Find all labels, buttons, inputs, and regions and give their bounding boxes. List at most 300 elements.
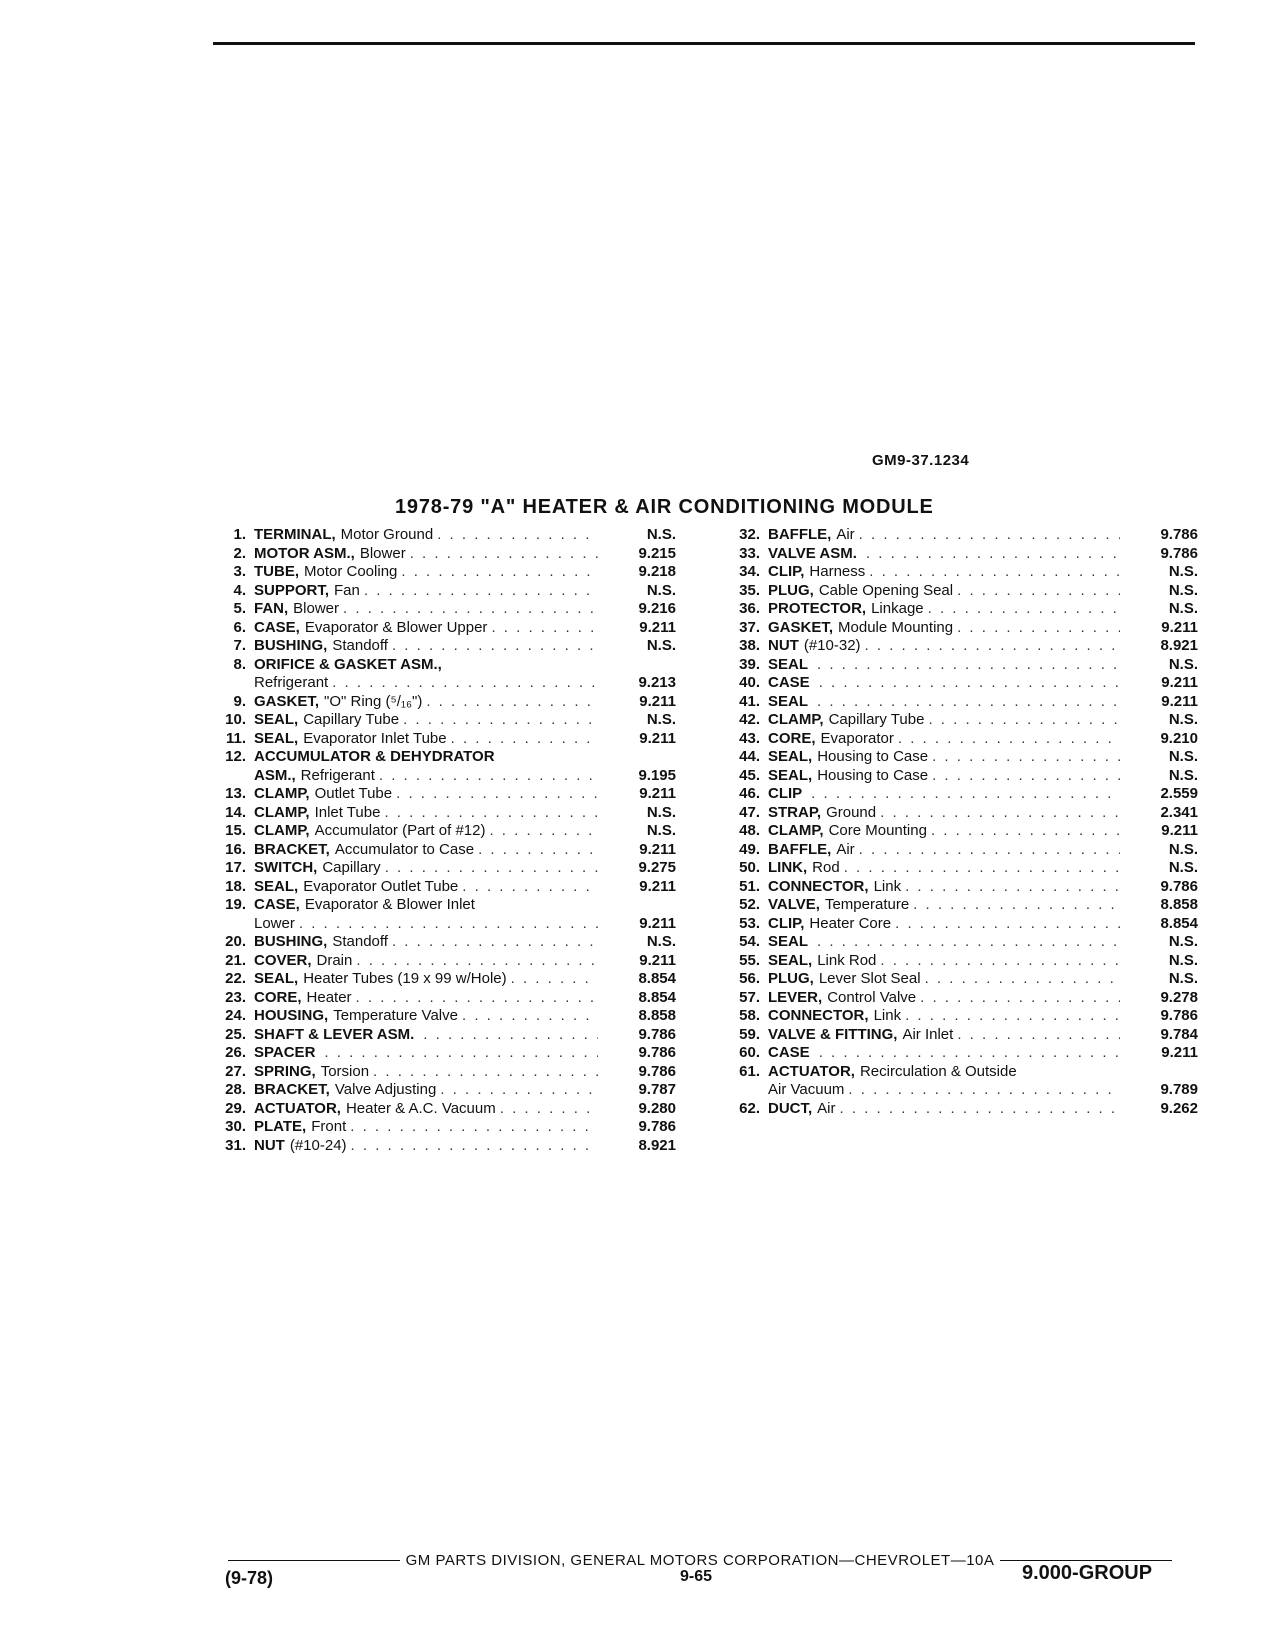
part-name: SEAL, [254, 729, 299, 747]
dot-leader [419, 1026, 598, 1045]
part-name: VALVE ASM. [768, 544, 857, 562]
item-page-reference: N.S. [1168, 859, 1198, 876]
item-number: 39. [739, 655, 760, 673]
item-number: 27. [225, 1062, 246, 1080]
item-number: 16. [225, 840, 246, 858]
part-qualifier: Cable Opening Seal [818, 581, 954, 599]
dot-leader [392, 785, 598, 804]
part-qualifier: Capillary [322, 859, 381, 876]
parts-list-item [198, 878, 676, 897]
item-number: 19. [225, 896, 246, 913]
dot-leader [813, 933, 1120, 952]
item-page-reference: 9.211 [1161, 674, 1198, 691]
part-qualifier: Module Mounting [838, 618, 954, 636]
item-number: 60. [739, 1044, 760, 1061]
item-page-reference: N.S. [1168, 933, 1198, 950]
item-number: 62. [739, 1099, 760, 1117]
item-page-reference: 9.278 [1160, 988, 1198, 1006]
item-page-reference: 9.211 [639, 877, 676, 895]
item-description [254, 989, 598, 1008]
description-line [254, 970, 598, 989]
dot-leader [380, 804, 598, 823]
item-number: 23. [225, 988, 246, 1006]
parts-list-item [712, 656, 1198, 675]
item-number: 25. [225, 1025, 246, 1043]
item-number: 30. [225, 1118, 246, 1135]
item-page-reference: 9.786 [638, 1044, 676, 1061]
dot-leader [388, 637, 598, 656]
parts-list-item [198, 1118, 676, 1137]
parts-list-item [712, 1063, 1198, 1100]
dot-leader [921, 970, 1120, 989]
parts-list-item [198, 989, 676, 1008]
item-page-reference: 9.280 [638, 1099, 676, 1117]
description-line [768, 619, 1120, 638]
item-number: 57. [739, 988, 760, 1006]
part-qualifier: "O" Ring (⁵/₁₆") [324, 692, 423, 710]
item-number: 11. [225, 729, 246, 747]
description-line [254, 748, 598, 767]
part-name: ACTUATOR, [768, 1062, 855, 1080]
parts-list-item [712, 1100, 1198, 1119]
item-number: 5. [233, 600, 246, 617]
part-qualifier: Air [836, 840, 855, 858]
part-name: CLIP [768, 785, 803, 802]
item-number: 43. [739, 729, 760, 747]
item-number: 20. [225, 933, 246, 950]
item-page-reference: 9.195 [638, 766, 676, 784]
part-name: SEAL, [768, 748, 813, 765]
dot-leader [474, 841, 598, 860]
description-line [768, 693, 1120, 712]
parts-list-item [712, 545, 1198, 564]
item-number: 12. [225, 748, 246, 765]
item-page-reference: N.S. [646, 526, 676, 543]
parts-list-item [712, 674, 1198, 693]
item-description [768, 896, 1120, 915]
part-name: BUSHING, [254, 637, 328, 654]
dot-leader [436, 1081, 598, 1100]
dot-leader [422, 693, 598, 712]
item-description [768, 1100, 1120, 1119]
part-name: SEAL, [254, 877, 299, 895]
dot-leader [815, 674, 1120, 693]
description-line [768, 915, 1120, 934]
parts-list-item [712, 637, 1198, 656]
item-number: 2. [233, 544, 246, 562]
part-name: LINK, [768, 859, 808, 876]
dot-leader [862, 545, 1120, 564]
item-page-reference: 9.786 [1160, 544, 1198, 562]
item-page-reference: 9.275 [638, 859, 676, 876]
parts-list-item [712, 915, 1198, 934]
item-number: 58. [739, 1007, 760, 1024]
item-number: 4. [233, 581, 246, 599]
parts-list-item [198, 1100, 676, 1119]
description-line [254, 896, 598, 915]
item-description [768, 619, 1120, 638]
item-page-reference: 9.210 [1160, 729, 1198, 747]
dot-leader [399, 711, 598, 730]
item-number: 48. [739, 822, 760, 839]
item-description [768, 767, 1120, 786]
part-name: PROTECTOR, [768, 600, 867, 617]
item-page-reference: 9.211 [639, 914, 676, 932]
item-description [768, 674, 1120, 693]
parts-list-item [198, 582, 676, 601]
part-qualifier: Evaporator & Blower Inlet [304, 896, 475, 913]
description-line [768, 656, 1120, 675]
part-qualifier: Lower [254, 914, 295, 932]
description-line [768, 600, 1120, 619]
parts-list-item [712, 878, 1198, 897]
part-name: ACTUATOR, [254, 1099, 341, 1117]
part-name: BRACKET, [254, 840, 330, 858]
item-number: 37. [739, 618, 760, 636]
description-line [768, 674, 1120, 693]
description-line [254, 785, 598, 804]
description-line [254, 1044, 598, 1063]
item-description [254, 933, 598, 952]
part-qualifier: Inlet Tube [314, 803, 381, 821]
part-name: SEAL, [254, 970, 299, 987]
item-number: 32. [739, 526, 760, 543]
description-line [768, 804, 1120, 823]
item-page-reference: 8.858 [1160, 896, 1198, 913]
item-description [768, 952, 1120, 971]
description-line [254, 582, 598, 601]
item-page-reference: 9.211 [639, 951, 676, 969]
item-page-reference: N.S. [1168, 748, 1198, 765]
part-name: SUPPORT, [254, 581, 330, 599]
part-name: SEAL [768, 655, 809, 673]
parts-list-item [198, 1081, 676, 1100]
item-page-reference: 8.854 [1160, 914, 1198, 932]
item-page-reference: 9.215 [638, 544, 676, 562]
parts-list-item [712, 619, 1198, 638]
item-page-reference: 8.854 [638, 970, 676, 987]
item-description [768, 933, 1120, 952]
parts-list-item [712, 933, 1198, 952]
part-qualifier: Drain [316, 951, 353, 969]
part-name: VALVE, [768, 896, 820, 913]
dot-leader [836, 1100, 1120, 1119]
item-page-reference: 9.211 [639, 785, 676, 802]
parts-list-item [198, 1044, 676, 1063]
dot-leader [953, 1026, 1120, 1045]
description-line [768, 896, 1120, 915]
item-description [254, 952, 598, 971]
part-name: HOUSING, [254, 1007, 329, 1024]
parts-list-item [712, 1007, 1198, 1026]
top-rule [213, 42, 1195, 45]
item-number: 51. [739, 877, 760, 895]
item-page-reference: 9.211 [1161, 822, 1198, 839]
item-description [254, 637, 598, 656]
dot-leader [406, 545, 598, 564]
dot-leader [909, 896, 1120, 915]
item-page-reference: 8.921 [1160, 637, 1198, 654]
item-number: 8. [233, 655, 246, 673]
item-number: 3. [233, 563, 246, 580]
item-number: 7. [233, 637, 246, 654]
item-number: 59. [739, 1025, 760, 1043]
part-name: CLIP, [768, 914, 805, 932]
parts-list-item [712, 711, 1198, 730]
part-name: CLAMP, [768, 711, 824, 728]
parts-list-item [712, 859, 1198, 878]
item-page-reference: 9.211 [1161, 692, 1198, 710]
item-number: 15. [225, 822, 246, 839]
part-qualifier: Accumulator to Case [334, 840, 475, 858]
item-description [768, 600, 1120, 619]
item-number: 13. [225, 785, 246, 802]
item-page-reference: 8.858 [638, 1007, 676, 1024]
part-qualifier: Motor Cooling [304, 563, 398, 580]
item-number: 26. [225, 1044, 246, 1061]
item-page-reference: 9.211 [639, 692, 676, 710]
part-qualifier: Evaporator Outlet Tube [303, 877, 459, 895]
item-description [768, 915, 1120, 934]
item-page-reference: 9.211 [639, 729, 676, 747]
dot-leader [328, 674, 598, 693]
part-name: PLUG, [768, 581, 814, 599]
item-description [768, 1007, 1120, 1026]
item-description [254, 545, 598, 564]
part-name: GASKET, [254, 692, 320, 710]
item-page-reference: 9.784 [1160, 1025, 1198, 1043]
dot-leader [352, 952, 598, 971]
item-page-reference: N.S. [1168, 711, 1198, 728]
part-name: CLIP, [768, 563, 805, 580]
part-qualifier: Evaporator [820, 729, 894, 747]
part-name: SEAL, [254, 711, 299, 728]
part-qualifier: Motor Ground [340, 526, 434, 543]
item-description [254, 711, 598, 730]
dot-leader [346, 1118, 598, 1137]
item-page-reference: 9.211 [1161, 618, 1198, 636]
parts-list-item [198, 711, 676, 730]
item-description [254, 600, 598, 619]
item-number: 50. [739, 859, 760, 876]
dot-leader [458, 1007, 598, 1026]
part-qualifier: Link [873, 1007, 902, 1024]
part-name: FAN, [254, 600, 289, 617]
parts-list-item [198, 1137, 676, 1156]
parts-list-item [198, 970, 676, 989]
description-line [768, 1026, 1120, 1045]
item-page-reference: N.S. [1168, 951, 1198, 969]
part-name: COVER, [254, 951, 312, 969]
item-description [254, 785, 598, 804]
parts-list-item [198, 526, 676, 545]
part-name: SPRING, [254, 1062, 316, 1080]
part-name: CASE [768, 674, 810, 691]
part-name: VALVE & FITTING, [768, 1025, 898, 1043]
parts-list-item [712, 1026, 1198, 1045]
parts-list-item [198, 1026, 676, 1045]
part-qualifier: Heater & A.C. Vacuum [345, 1099, 496, 1117]
item-page-reference: 9.211 [639, 618, 676, 636]
dot-leader [855, 526, 1120, 545]
item-description [254, 656, 598, 693]
part-name: CASE, [254, 896, 300, 913]
description-line [768, 730, 1120, 749]
parts-list-item [198, 619, 676, 638]
part-qualifier: Evaporator & Blower Upper [304, 618, 488, 636]
dot-leader [369, 1063, 598, 1082]
part-qualifier: Valve Adjusting [334, 1081, 437, 1098]
dot-leader [927, 822, 1120, 841]
item-description [768, 545, 1120, 564]
item-description [768, 748, 1120, 767]
part-name: PLUG, [768, 970, 814, 987]
part-name: PLATE, [254, 1118, 307, 1135]
part-name: TERMINAL, [254, 526, 336, 543]
parts-list-item [198, 600, 676, 619]
part-qualifier: Standoff [332, 637, 388, 654]
dot-leader [953, 582, 1120, 601]
description-line [768, 748, 1120, 767]
item-page-reference: N.S. [1168, 970, 1198, 987]
part-name: SPACER [254, 1044, 316, 1061]
parts-list-item [198, 841, 676, 860]
parts-list-left [198, 526, 676, 1155]
item-page-reference: N.S. [646, 711, 676, 728]
part-name: BAFFLE, [768, 840, 832, 858]
item-description [254, 1007, 598, 1026]
item-description [254, 859, 598, 878]
part-qualifier: Harness [809, 563, 866, 580]
item-description [254, 822, 598, 841]
item-number: 6. [233, 618, 246, 636]
item-description [768, 1026, 1120, 1045]
page-title: 1978-79 "A" HEATER & AIR CONDITIONING MODULE [395, 496, 934, 518]
item-description [768, 822, 1120, 841]
item-number: 36. [739, 600, 760, 617]
part-qualifier: Front [311, 1118, 347, 1135]
part-qualifier [495, 748, 500, 767]
dot-leader [347, 1137, 598, 1156]
item-description [254, 1137, 598, 1156]
item-description [254, 582, 598, 601]
description-line [254, 915, 598, 934]
item-description [768, 841, 1120, 860]
item-number: 42. [739, 711, 760, 728]
description-line [254, 859, 598, 878]
part-qualifier: Control Valve [827, 988, 917, 1006]
part-qualifier: Air Inlet [902, 1025, 954, 1043]
part-qualifier: Housing to Case [817, 766, 929, 784]
item-description [768, 656, 1120, 675]
item-number: 35. [739, 581, 760, 599]
dot-leader [485, 822, 598, 841]
parts-list-item [198, 952, 676, 971]
description-line [254, 600, 598, 619]
parts-list-item [712, 822, 1198, 841]
description-line [254, 1063, 598, 1082]
description-line [254, 526, 598, 545]
item-number: 61. [739, 1062, 760, 1080]
description-line [254, 841, 598, 860]
item-description [768, 563, 1120, 582]
dot-leader [496, 1100, 598, 1119]
parts-list-item [712, 600, 1198, 619]
item-page-reference: 8.854 [638, 988, 676, 1006]
item-description [254, 878, 598, 897]
part-name: DUCT, [768, 1099, 813, 1117]
reference-code: GM9-37.1234 [872, 452, 970, 469]
item-page-reference: 9.216 [638, 600, 676, 617]
dot-leader [928, 767, 1120, 786]
dot-leader [388, 933, 598, 952]
part-qualifier: Link Rod [817, 951, 877, 969]
item-number: 31. [225, 1136, 246, 1154]
description-line [768, 1007, 1120, 1026]
part-qualifier: Accumulator (Part of #12) [314, 822, 486, 839]
part-qualifier: Refrigerant [254, 674, 329, 691]
item-number: 24. [225, 1007, 246, 1024]
part-qualifier: Heater [306, 988, 352, 1006]
dot-leader [891, 915, 1120, 934]
item-description [254, 841, 598, 860]
item-page-reference: N.S. [646, 637, 676, 654]
item-description [254, 1026, 598, 1045]
part-qualifier: Torsion [320, 1062, 370, 1080]
part-name: NUT [254, 1136, 285, 1154]
item-number: 47. [739, 803, 760, 821]
item-page-reference: 9.789 [1160, 1081, 1198, 1098]
parts-list-item [712, 693, 1198, 712]
part-name: CLAMP, [768, 822, 824, 839]
item-number: 33. [739, 544, 760, 562]
parts-list-item [712, 730, 1198, 749]
item-description [254, 970, 598, 989]
dot-leader [876, 804, 1120, 823]
dot-leader [813, 693, 1120, 712]
item-number: 21. [225, 951, 246, 969]
footer-rule-left [228, 1560, 400, 1562]
part-name: NUT [768, 637, 799, 654]
description-line [768, 841, 1120, 860]
item-description [254, 748, 598, 785]
item-number: 55. [739, 951, 760, 969]
item-number: 1. [233, 526, 246, 543]
item-description [768, 878, 1120, 897]
footer-date: (9-78) [225, 1568, 274, 1588]
part-qualifier: Link [873, 877, 902, 895]
part-name: TUBE, [254, 563, 299, 580]
parts-list-item [712, 767, 1198, 786]
description-line [768, 933, 1120, 952]
item-page-reference: N.S. [646, 822, 676, 839]
part-name: BUSHING, [254, 933, 328, 950]
parts-list-item [198, 730, 676, 749]
item-page-reference: 9.787 [638, 1081, 676, 1098]
parts-list-item [198, 785, 676, 804]
item-number: 17. [225, 859, 246, 876]
description-line [254, 1007, 598, 1026]
part-qualifier: Housing to Case [817, 748, 929, 765]
description-line [254, 1081, 598, 1100]
dot-leader [901, 1007, 1120, 1026]
part-qualifier: Standoff [332, 933, 388, 950]
item-page-reference: 9.786 [1160, 877, 1198, 895]
part-name: CONNECTOR, [768, 1007, 869, 1024]
item-description [254, 1100, 598, 1119]
dot-leader [876, 952, 1120, 971]
part-name: CLAMP, [254, 822, 310, 839]
